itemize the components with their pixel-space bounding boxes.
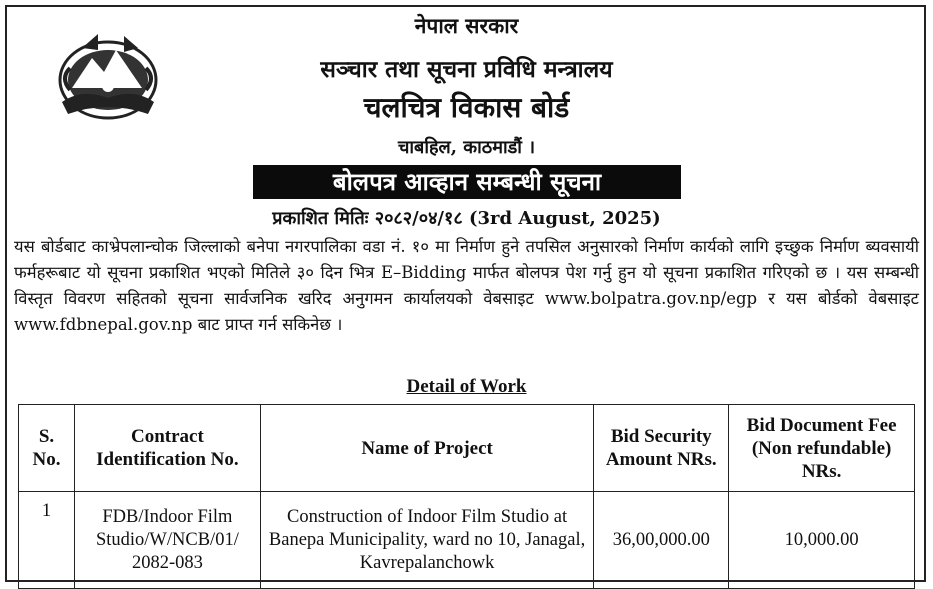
table-row (19, 492, 915, 589)
detail-of-work-table (18, 404, 915, 589)
col-header-bid-security: Bid Security Amount NRs. (594, 405, 729, 492)
col-header-project: Name of Project (260, 405, 593, 492)
col-header-contract-id: Contract Identification No. (74, 405, 260, 492)
cell-project: Construction of Indoor Film Studio at Banepa Municipality, ward no 10, Janagal, Kavrepalanchowk (260, 492, 593, 589)
office-address: चाबहिल, काठमाडौं । (397, 137, 536, 158)
cell-bid-security: 36,00,000.00 (594, 492, 729, 589)
ministry-name: सञ्चार तथा सूचना प्रविधि मन्त्रालय (320, 56, 613, 83)
notice-title-banner: बोलपत्र आव्हान सम्बन्धी सूचना (253, 165, 681, 199)
board-name: चलचित्र विकास बोर्ड (363, 91, 570, 124)
cell-sn: 1 (19, 492, 75, 589)
table-header-row (19, 405, 915, 492)
notice-body: यस बोर्डबाट काभ्रेपलान्चोक जिल्लाको बनेपा नगरपालिका वडा नं. १० मा निर्माण हुने तपसिल अनुसारको निर्माण कार्यको लागि इच्छुक निर्माण ब्यवसायी फर्महरूबाट यो सूचना प्रकाशित भएको मितिले ३० दिन भित्र E–Bidding मार्फत बोलपत्र पेश गर्नु हुन यो सूचना प्रकाशित गरिएको छ । यस सम्बन्धी विस्तृत विवरण सहितको सूचना सार्वजनिक खरिद अनुगमन कार्यालयको वेबसाइट www.bolpatra.gov.np/egp र यस बोर्डको वेबसाइट www.fdbnepal.gov.np बाट प्राप्त गर्न सकिनेछ । (14, 237, 919, 334)
col-header-sn: S. No. (19, 405, 75, 492)
government-name: नेपाल सरकार (414, 13, 519, 38)
col-header-bid-fee: Bid Document Fee (Non refundable) NRs. (729, 405, 915, 492)
cell-contract-id: FDB/Indoor Film Studio/W/NCB/01/ 2082-083 (74, 492, 260, 589)
published-date: प्रकाशित मितिः २०८२/०४/१८ (3rd August, 2025) (272, 208, 661, 229)
detail-of-work-heading: Detail of Work (406, 376, 527, 397)
cell-bid-fee: 10,000.00 (729, 492, 915, 589)
